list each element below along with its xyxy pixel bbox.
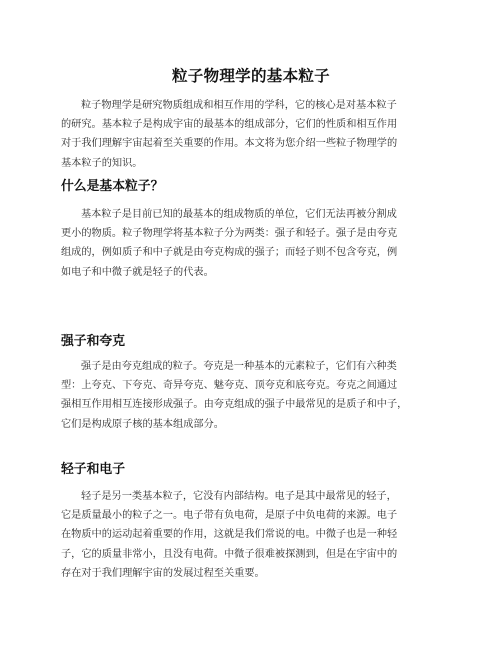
paragraph-line: 如电子和中微子就是轻子的代表。 [61, 266, 214, 278]
paragraph-line: 它们是构成原子核的基本组成部分。 [61, 418, 224, 430]
paragraph-line: 基本粒子的知识。 [61, 157, 143, 169]
paragraph-line: 轻子是另一类基本粒子，它没有内部结构。电子是其中最常见的轻子， [81, 491, 397, 502]
section-heading: 什么是基本粒子？ [61, 179, 164, 194]
paragraph-line: 更小的物质。粒子物理学将基本粒子分为两类：强子和轻子。强子是由夸克 [61, 228, 398, 240]
paragraph-line: 对于我们理解宇宙起着至关重要的作用。本文将为您介绍一些粒子物理学的 [61, 138, 398, 150]
intro-paragraph [61, 96, 445, 173]
paragraph-line: 它是质量最小的粒子之一。电子带有负电荷，是原子中负电荷的来源。电子 [61, 510, 398, 522]
paragraph-line: 强相互作用相互连接形成强子。由夸克组成的强子中最常见的是质子和中子， [61, 399, 408, 411]
paragraph-line: 基本粒子是目前已知的最基本的组成物质的单位，它们无法再被分割成 [81, 209, 397, 220]
section-paragraph [61, 205, 445, 282]
paragraph-line: 粒子物理学是研究物质组成和相互作用的学科，它的核心是对基本粒子 [81, 100, 397, 111]
paragraph-line: 组成的，例如质子和中子就是由夸克构成的强子；而轻子则不包含夸克，例 [61, 247, 398, 259]
paragraph-line: 强子是由夸克组成的粒子。夸克是一种基本的元素粒子，它们有六种类 [81, 361, 397, 372]
paragraph-line: 子，它的质量非常小，且没有电荷。中微子很难被探测到，但是在宇宙中的 [61, 548, 398, 560]
section-heading: 轻子和电子 [61, 462, 125, 477]
section-paragraph [61, 487, 445, 583]
document-title: 粒子物理学的基本粒子 [171, 67, 330, 85]
section-heading: 强子和夸克 [61, 334, 125, 349]
paragraph-line: 在物质中的运动起着重要的作用，这就是我们常说的电。中微子也是一种轻 [61, 529, 398, 541]
paragraph-line: 的研究。基本粒子是构成宇宙的最基本的组成部分，它们的性质和相互作用 [61, 119, 398, 131]
paragraph-line: 型：上夸克、下夸克、奇异夸克、魅夸克、顶夸克和底夸克。夸克之间通过 [61, 380, 398, 392]
paragraph-line: 存在对于我们理解宇宙的发展过程至关重要。 [61, 567, 265, 579]
section-paragraph [61, 357, 445, 434]
